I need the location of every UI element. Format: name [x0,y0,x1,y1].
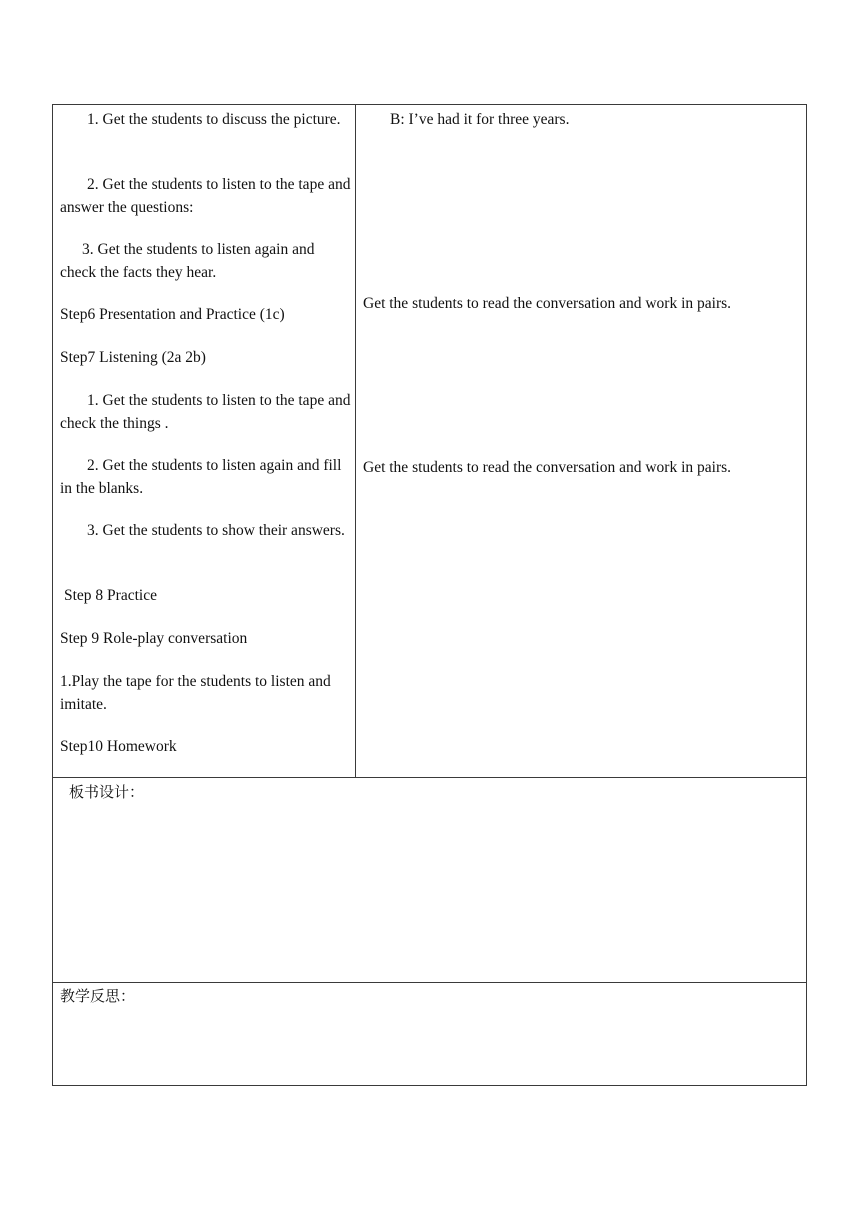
step-heading: Step 9 Role-play conversation [60,630,248,647]
step-item: 2. Get the students to listen again and fill in the blanks. [60,457,342,497]
step-heading: Step 8 Practice [64,587,157,604]
teaching-reflection-row [53,983,806,1085]
step-item: 1.Play the tape for the students to listen and imitate. [60,673,331,713]
step-item: 3. Get the students to show their answers. [87,522,345,539]
board-design-label: 板书设计： [69,783,145,801]
teaching-reflection-label: 教学反思： [60,987,136,1005]
step-item: 3. Get the students to listen again and check the facts they hear. [60,241,315,281]
step-heading: Step6 Presentation and Practice (1c) [60,306,285,323]
procedure-row [53,105,806,778]
lesson-plan-table [52,104,807,1086]
activity-item: B: I’ve had it for three years. [390,111,570,128]
activity-item: Get the students to read the conversation and work in pairs. [363,459,732,476]
step-item: 1. Get the students to listen to the tape and check the things . [60,392,351,432]
step-heading: Step10 Homework [60,738,177,755]
teacher-steps-cell [53,105,356,777]
step-item: 1. Get the students to discuss the picture. [87,111,341,128]
step-item: 2. Get the students to listen to the tape and answer the questions: [60,176,351,216]
activity-item: Get the students to read the conversation and work in pairs. [363,295,732,312]
board-design-row [53,778,806,983]
step-heading: Step7 Listening (2a 2b) [60,349,206,366]
student-activities-cell [356,105,806,777]
